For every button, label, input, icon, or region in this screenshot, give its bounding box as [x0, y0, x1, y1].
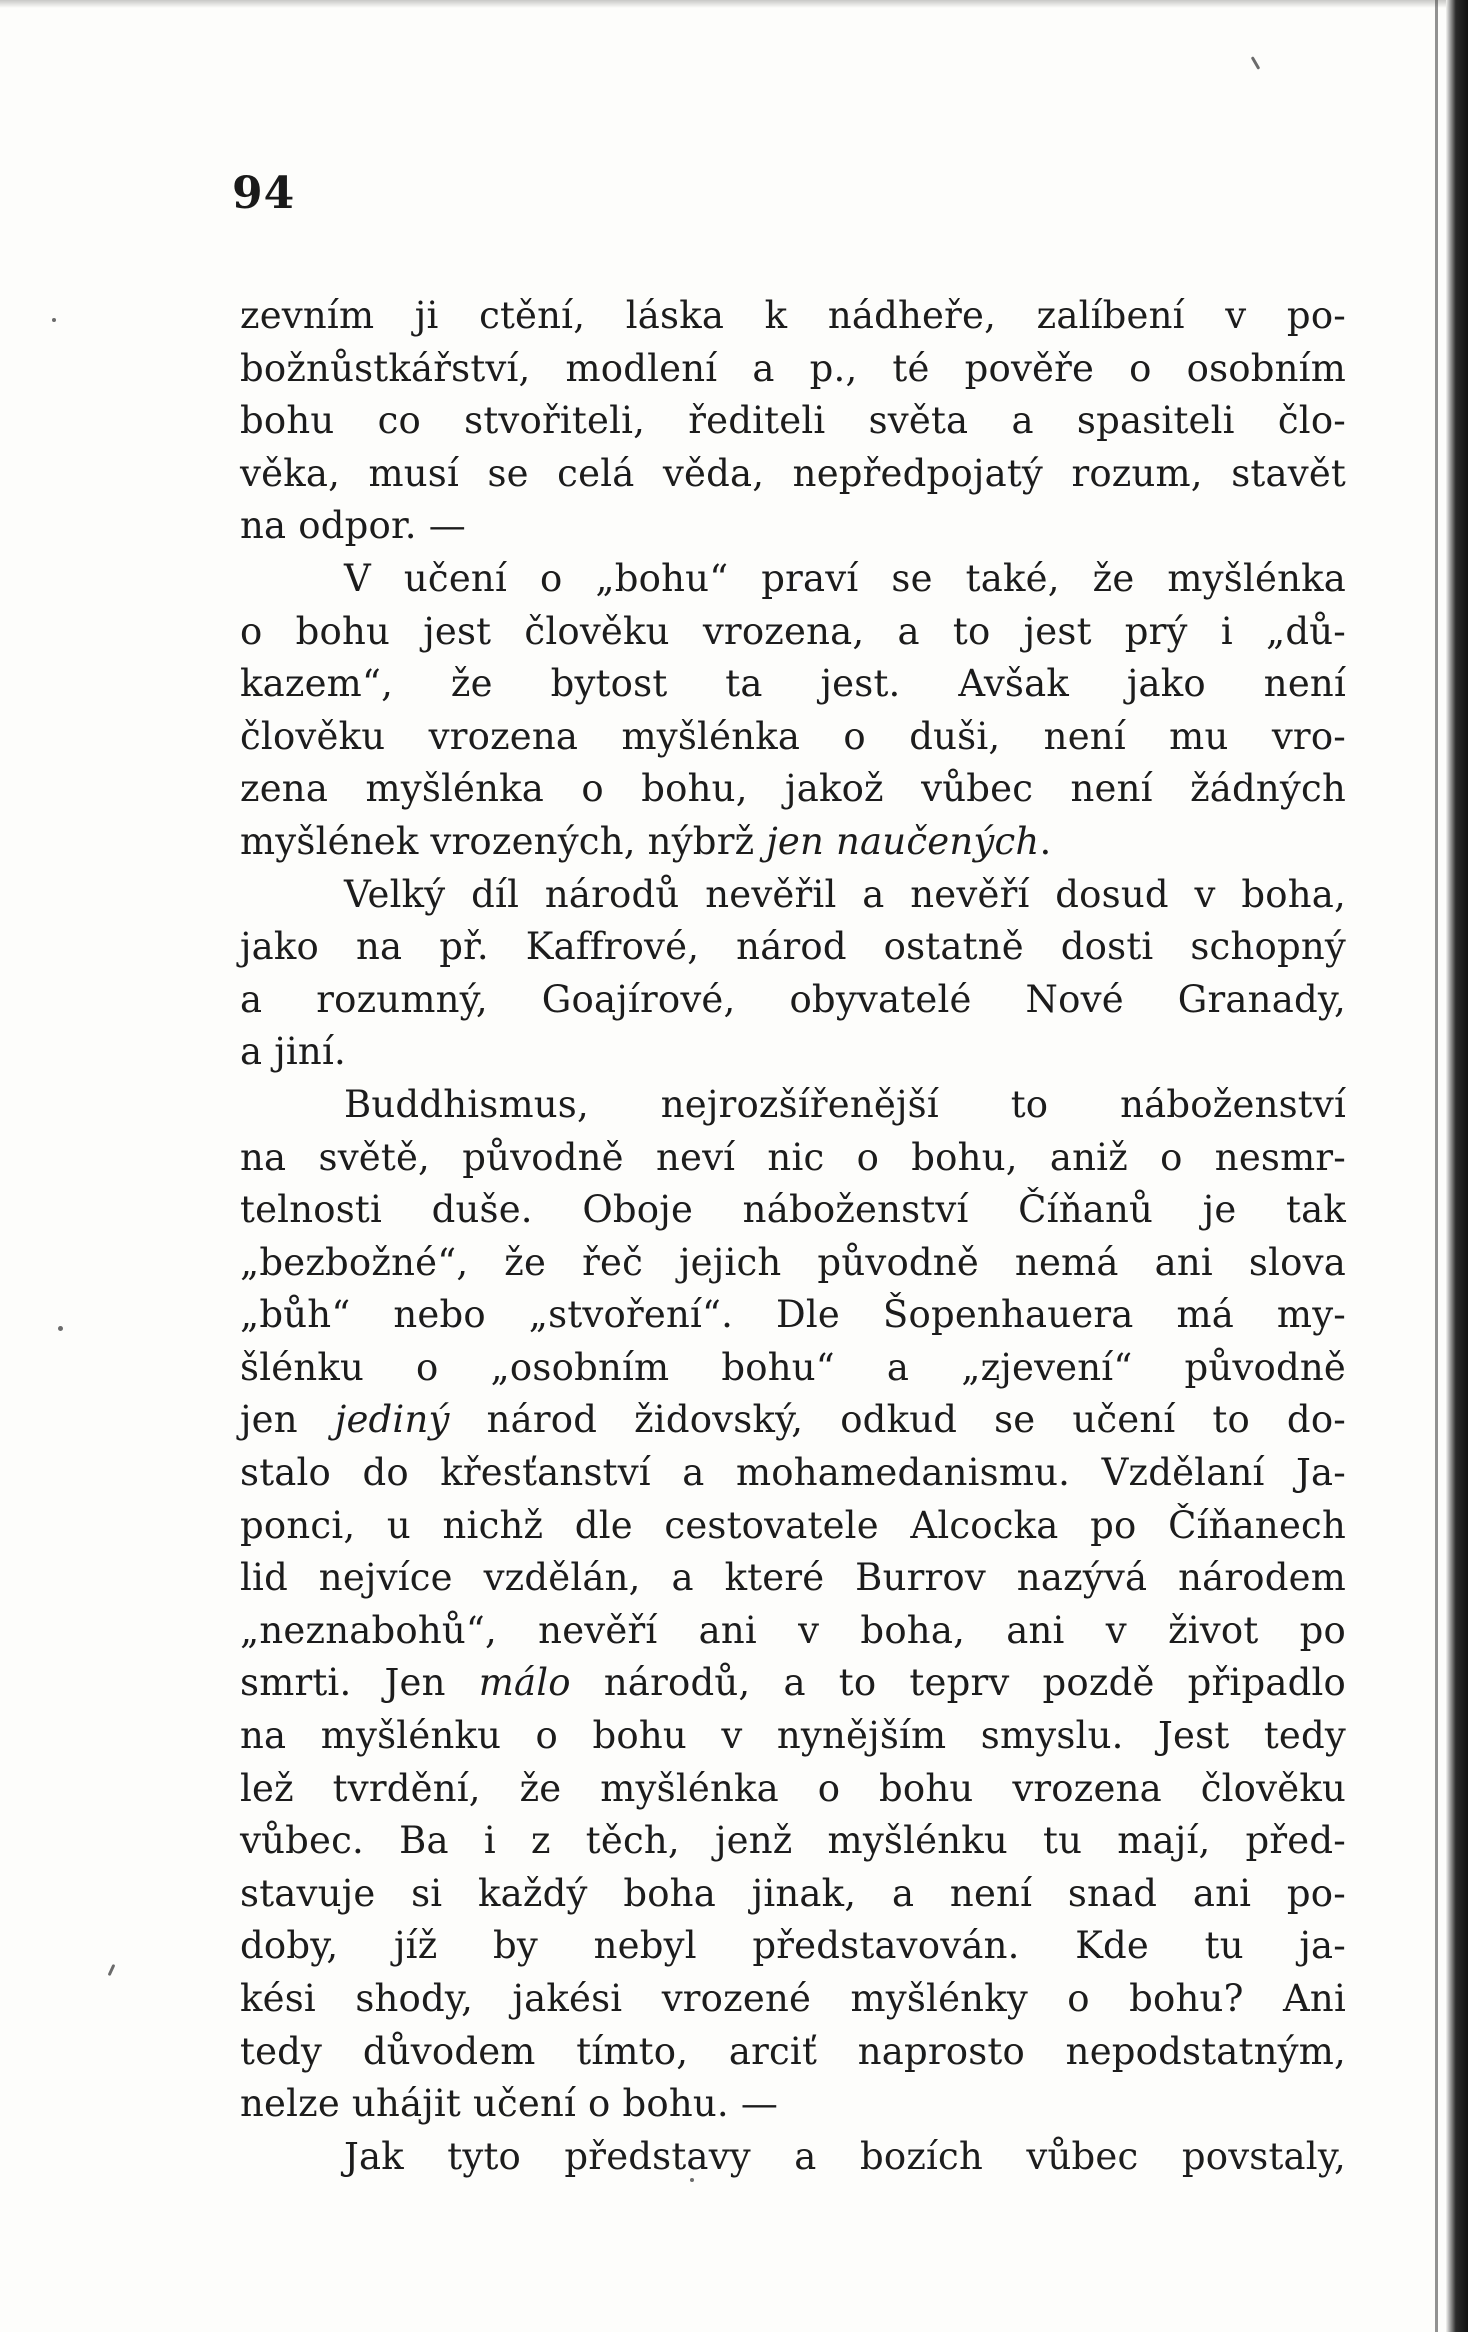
text-line: o bohu jest člověku vrozena, a to jest prý i „dů-: [240, 609, 1346, 653]
body-text: [240, 290, 1346, 2183]
text-line: „neznabohů“, nevěří ani v boha, ani v život po: [240, 1608, 1346, 1652]
italic-text: málo: [478, 1661, 571, 1705]
text-line: člověku vrozena myšlénka o duši, není mu vro-: [240, 714, 1346, 758]
text-line: jen jediný národ židovský, odkud se učení to do-: [240, 1398, 1346, 1442]
text-line: stavuje si každý boha jinak, a není snad ani po-: [240, 1871, 1346, 1915]
text-line: tedy důvodem tímto, arciť naprosto nepodstatným,: [240, 2029, 1346, 2073]
italic-text: jediný: [334, 1398, 450, 1442]
text-line: nelze uhájit učení o bohu. —: [240, 2082, 779, 2126]
text-line: „bezbožné“, že řeč jejich původně nemá ani slova: [240, 1240, 1346, 1284]
text-line: vůbec. Ba i z těch, jenž myšlénku tu mají, před-: [240, 1819, 1346, 1863]
scan-speck: [108, 1964, 116, 1976]
page-binding-shadow: [1435, 0, 1438, 2332]
text-line: smrti. Jen málo národů, a to teprv pozdě připadlo: [240, 1661, 1346, 1705]
text-line: na myšlénku o bohu v nynějším smyslu. Jest tedy: [240, 1714, 1346, 1758]
text-line: myšlének vrozených, nýbrž jen naučených.: [240, 819, 1052, 863]
text-line: na odpor. —: [240, 504, 466, 548]
text-line: doby, jíž by nebyl představován. Kde tu ja-: [240, 1924, 1346, 1968]
text-line: a rozumný, Goajírové, obyvatelé Nové Granady,: [240, 977, 1346, 1021]
text-line: kazem“, že bytost ta jest. Avšak jako není: [240, 662, 1346, 706]
scan-speck: [52, 318, 56, 322]
text-line: a jiní.: [240, 1030, 346, 1074]
text-line: kési shody, jakési vrozené myšlénky o bohu? Ani: [240, 1977, 1346, 2020]
text-line: telnosti duše. Oboje náboženství Číňanů je tak: [240, 1188, 1346, 1232]
text-line: věka, musí se celá věda, nepředpojatý rozum, stavět: [240, 451, 1346, 495]
text-line: božnůstkářství, modlení a p., té pověře o osobním: [240, 346, 1346, 390]
scan-speck: [58, 1326, 63, 1331]
text-line: bohu co stvořiteli, řediteli světa a spasiteli člo-: [240, 399, 1346, 443]
page-number: 94: [232, 168, 296, 219]
paragraph-start-line: V učení o „bohu“ praví se také, že myšlénka: [344, 556, 1346, 600]
italic-text: jen naučených: [766, 819, 1040, 863]
text-line: lid nejvíce vzdělán, a které Burrov nazývá národem: [240, 1556, 1346, 1600]
text-line: zevním ji ctění, láska k nádheře, zalíbení v po-: [240, 294, 1346, 337]
text-line: jako na př. Kaffrové, národ ostatně dosti schopný: [240, 925, 1346, 969]
text-line: šlénku o „osobním bohu“ a „zjevení“ původně: [240, 1345, 1346, 1389]
paragraph-start-line: Jak tyto představy a bozích vůbec povstaly,: [344, 2134, 1346, 2178]
text-line: „bůh“ nebo „stvoření“. Dle Šopenhauera má my-: [240, 1293, 1346, 1337]
paragraph-start-line: Velký díl národů nevěřil a nevěří dosud v boha,: [344, 872, 1346, 916]
text-line: stalo do křesťanství a mohamedanismu. Vzdělaní Ja-: [240, 1451, 1346, 1495]
page-top-edge: [0, 0, 1468, 8]
text-line: zena myšlénka o bohu, jakož vůbec není žádných: [240, 767, 1346, 811]
scan-speck: [1251, 56, 1261, 70]
text-line: ponci, u nichž dle cestovatele Alcocka po Číňanech: [240, 1503, 1346, 1547]
page-right-edge: [1446, 0, 1468, 2332]
paragraph-start-line: Buddhismus, nejrozšířenější to náboženství: [344, 1082, 1346, 1126]
text-line: na světě, původně neví nic o bohu, aniž o nesmr-: [240, 1135, 1346, 1179]
text-line: lež tvrdění, že myšlénka o bohu vrozena člověku: [240, 1766, 1346, 1810]
